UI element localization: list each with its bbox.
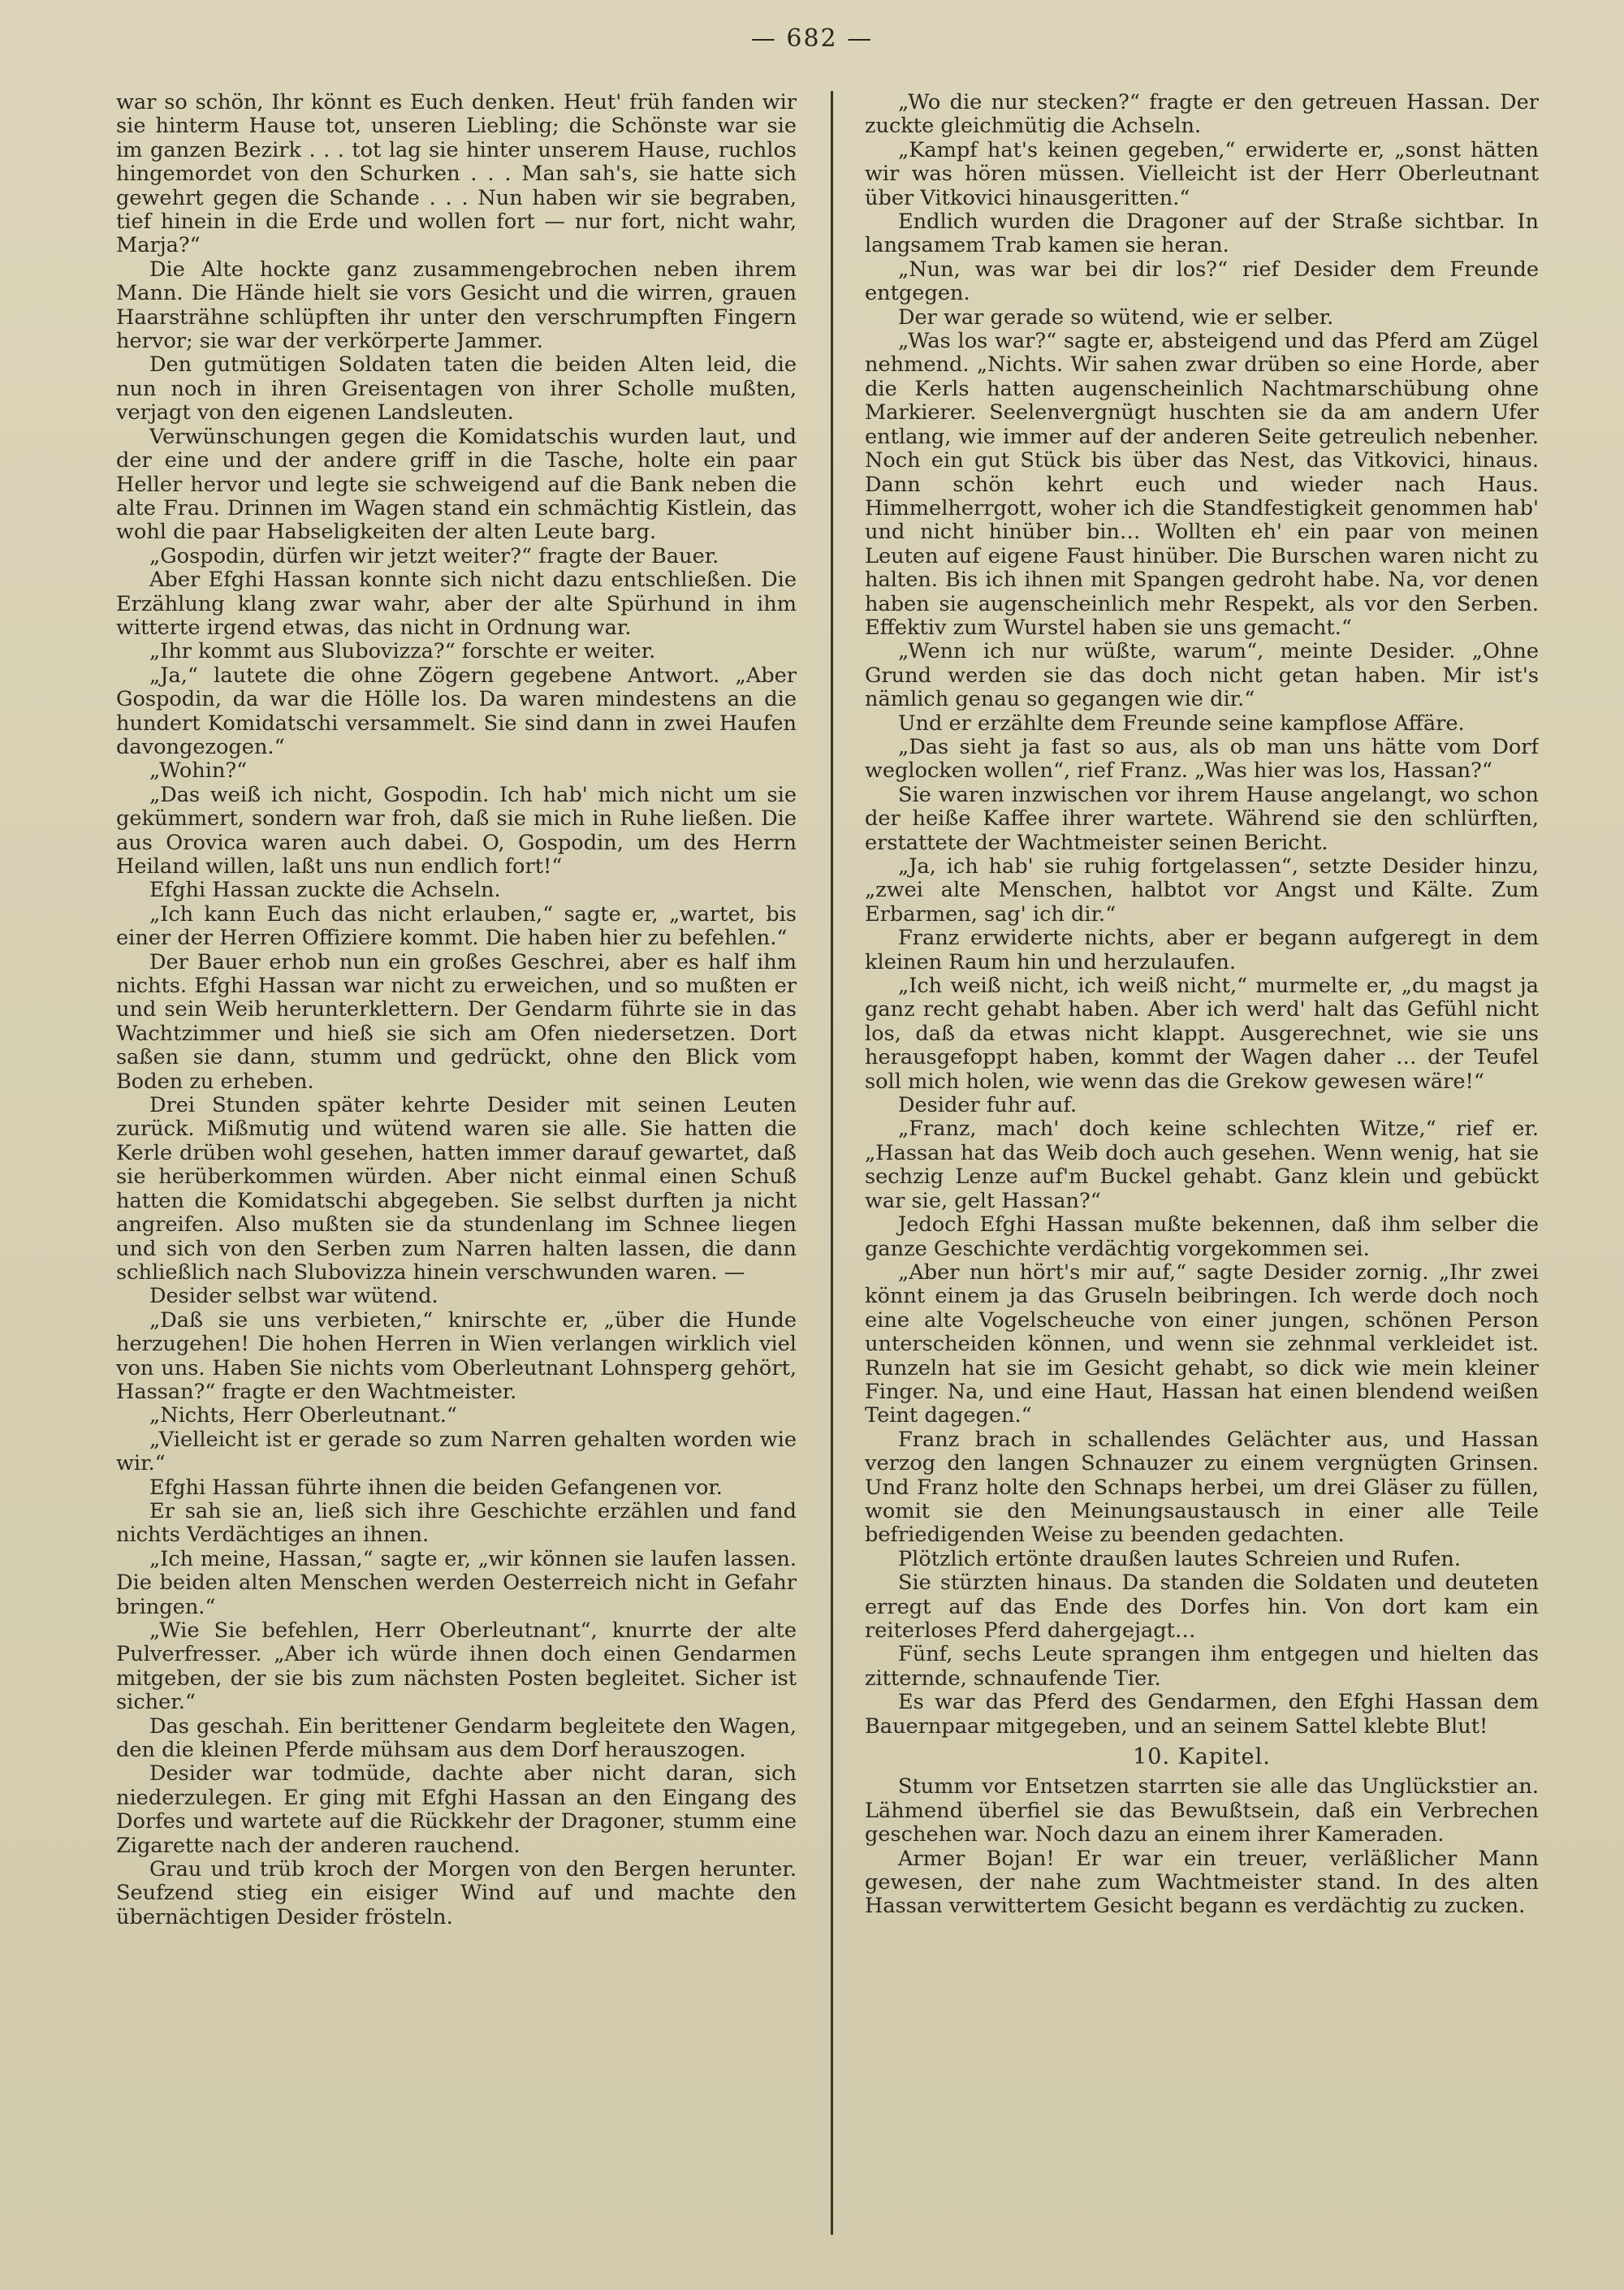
paragraph: Armer Bojan! Er war ein treuer, verläßlicher Mann gewesen, der nahe zum Wachtmeister stand. In des alten Hassan verwittertem Gesicht begann es verdächtig zu zucken.: [865, 1846, 1539, 1919]
paragraph: Stumm vor Entsetzen starrten sie alle das Unglückstier an. Lähmend überfiel sie das Bewußtsein, daß ein Verbrechen geschehen war. Noch dazu an einem ihrer Kameraden.: [865, 1774, 1539, 1847]
paragraph: „Aber nun hört's mir auf,“ sagte Desider zornig. „Ihr zwei könnt einem ja das Gruseln beibringen. Ich werde doch noch eine alte Vogelscheuche von einer jungen, schönen Person unterscheiden können, und wenn sie zehnmal verkleidet ist. Runzeln hat sie im Gesicht gehabt, so dick wie mein kleiner Finger. Na, und eine Haut, Hassan hat einen blendend weißen Teint dagegen.“: [865, 1260, 1539, 1428]
paragraph: „Wohin?“: [149, 758, 248, 784]
paragraph: „Nichts, Herr Oberleutnant.“: [149, 1403, 457, 1428]
paragraph: „Nun, was war bei dir los?“ rief Desider dem Freunde entgegen.: [865, 257, 1539, 306]
paragraph: Endlich wurden die Dragoner auf der Straße sichtbar. In langsamem Trab kamen sie heran.: [865, 210, 1539, 258]
paragraph: Plötzlich ertönte draußen lautes Schreien und Rufen.: [897, 1546, 1461, 1571]
left-column: [116, 91, 797, 2275]
paragraph: Desider fuhr auf.: [897, 1093, 1078, 1118]
paragraph: „Was los war?“ sagte er, absteigend und das Pferd am Zügel nehmend. „Nichts. Wir sahen zwar drüben so eine Horde, aber die Kerls hatten augenscheinlich Nachtmarschübung ohne Markierer. Seelenvergnügt huschten sie da am andern Ufer entlang, wie immer auf der anderen Seite getreulich nebenher. Noch ein gut Stück bis über das Nest, das Vitkovici, hinaus. Dann schön kehrt euch und wieder nach Haus. Himmelherrgott, woher ich die Standfestigkeit genommen hab' und nicht hinüber bin… Wollten eh' ein paar von meinen Leuten auf eigene Faust hinüber. Die Burschen waren nicht zu halten. Bis ich ihnen mit Spangen gedroht habe. Na, vor denen haben sie augenscheinlich mehr Respekt, als vor den Serben. Effektiv zum Wurstel haben sie uns gemacht.“: [865, 329, 1539, 640]
paragraph: Jedoch Efghi Hassan mußte bekennen, daß ihm selber die ganze Geschichte verdächtig vorgekommen sei.: [865, 1212, 1539, 1261]
paragraph: „Das weiß ich nicht, Gospodin. Ich hab' mich nicht um sie gekümmert, sondern war froh, daß sie mich in Ruhe ließen. Die aus Orovica waren auch dabei. O, Gospodin, um des Herrn Heiland willen, laßt uns nun endlich fort!“: [116, 782, 797, 879]
paragraph: Es war das Pferd des Gendarmen, den Efghi Hassan dem Bauernpaar mitgegeben, und an seinem Sattel klebte Blut!: [865, 1690, 1539, 1739]
paragraph: Efghi Hassan zuckte die Achseln.: [149, 878, 501, 903]
paragraph: „Gospodin, dürfen wir jetzt weiter?“ fragte der Bauer.: [149, 543, 719, 568]
paragraph: „Wo die nur stecken?“ fragte er den getreuen Hassan. Der zuckte gleichmütig die Achseln.: [865, 91, 1539, 139]
paragraph: Grau und trüb kroch der Morgen von den Bergen herunter. Seufzend stieg ein eisiger Wind auf und machte den übernächtigen Desider frösteln.: [116, 1857, 797, 1929]
paragraph: „Ihr kommt aus Slubovizza?“ forschte er weiter.: [149, 639, 656, 664]
paragraph: Efghi Hassan führte ihnen die beiden Gefangenen vor.: [149, 1475, 723, 1500]
paragraph: Die Alte hockte ganz zusammengebrochen neben ihrem Mann. Die Hände hielt sie vors Gesicht und die wirren, grauen Haarsträhne schlüpften ihr unter den verschrumpften Fingern hervor; sie war der verkörperte Jammer.: [116, 257, 797, 354]
paragraph: Desider selbst war wütend.: [149, 1284, 438, 1309]
chapter-heading: 10. Kapitel.: [1133, 1744, 1271, 1770]
paragraph: Und er erzählte dem Freunde seine kampflose Affäre.: [897, 711, 1465, 736]
paragraph: „Kampf hat's keinen gegeben,“ erwiderte er, „sonst hätten wir was hören müssen. Vielleicht ist der Herr Oberleutnant über Vitkovici hinausgeritten.“: [865, 137, 1539, 210]
paragraph: Das geschah. Ein berittener Gendarm begleitete den Wagen, den die kleinen Pferde mühsam aus dem Dorf herauszogen.: [116, 1713, 797, 1763]
paragraph: Desider war todmüde, dachte aber nicht daran, sich niederzulegen. Er ging mit Efghi Hassan an den Eingang des Dorfes und wartete auf die Rückkehr der Dragoner, stumm eine Zigarette nach der anderen rauchend.: [116, 1761, 797, 1858]
paragraph: „Franz, mach' doch keine schlechten Witze,“ rief er. „Hassan hat das Weib doch auch gesehen. Wenn wenig, hat sie sechzig Lenze auf'm Buckel gehabt. Ganz klein und gebückt war sie, gelt Hassan?“: [865, 1117, 1539, 1213]
paragraph: „Wenn ich nur wüßte, warum“, meinte Desider. „Ohne Grund werden sie das doch nicht getan haben. Mir ist's nämlich genau so gegangen wie dir.“: [865, 639, 1539, 712]
paragraph: Den gutmütigen Soldaten taten die beiden Alten leid, die nun noch in ihren Greisentagen von ihrer Scholle mußten, verjagt von den eigenen Landsleuten.: [116, 352, 797, 426]
paragraph: Sie stürzten hinaus. Da standen die Soldaten und deuteten erregt auf das Ende des Dorfes hin. Von dort kam ein reiterloses Pferd dahergejagt…: [865, 1571, 1539, 1643]
paragraph: „Ja,“ lautete die ohne Zögern gegebene Antwort. „Aber Gospodin, da war die Hölle los. Da waren mindestens an die hundert Komidatschi versammelt. Sie sind dann in zwei Haufen davongezogen.“: [116, 663, 797, 759]
paragraph: „Ich weiß nicht, ich weiß nicht,“ murmelte er, „du magst ja ganz recht gehabt haben. Aber ich werd' halt das Gefühl nicht los, daß da etwas nicht klappt. Ausgerechnet, wie sie uns herausgefoppt haben, kommt der Wagen daher … der Teufel soll mich holen, wie wenn das die Grekow gewesen wäre!“: [865, 974, 1539, 1094]
paragraph: „Wie Sie befehlen, Herr Oberleutnant“, knurrte der alte Pulverfresser. „Aber ich würde ihnen doch einen Gendarmen mitgeben, der sie bis zum nächsten Posten begleitet. Sicher ist sicher.“: [116, 1618, 797, 1715]
paragraph: Der Bauer erhob nun ein großes Geschrei, aber es half ihm nichts. Efghi Hassan war nicht zu erweichen, und so mußten er und sein Weib herunterklettern. Der Gendarm führte sie in das Wachtzimmer und hieß sie sich am Ofen niedersetzen. Dort saßen sie dann, stumm und gedrückt, ohne den Blick vom Boden zu erheben.: [116, 949, 797, 1094]
column-divider: [831, 91, 833, 2235]
paragraph: Er sah sie an, ließ sich ihre Geschichte erzählen und fand nichts Verdächtiges an ihnen.: [116, 1498, 797, 1548]
paragraph: Franz erwiderte nichts, aber er begann aufgeregt in dem kleinen Raum hin und herzulaufen.: [865, 926, 1539, 974]
paragraph: „Ich meine, Hassan,“ sagte er, „wir können sie laufen lassen. Die beiden alten Menschen werden Oesterreich nicht in Gefahr bringen.“: [116, 1546, 797, 1619]
paragraph: „Das sieht ja fast so aus, als ob man uns hätte vom Dorf weglocken wollen“, rief Franz. „Was hier was los, Hassan?“: [865, 734, 1539, 784]
paragraph: Verwünschungen gegen die Komidatschis wurden laut, und der eine und der andere griff in die Tasche, holte ein paar Heller hervor und legte sie schweigend auf die Bank neben die alte Frau. Drinnen im Wagen stand ein schmächtig Kistlein, das wohl die paar Habseligkeiten der alten Leute barg.: [116, 424, 797, 545]
right-column: [865, 91, 1539, 2275]
paragraph: Sie waren inzwischen vor ihrem Hause angelangt, wo schon der heiße Kaffee ihrer wartete. Während sie den schlürften, erstattete der Wachtmeister seinen Bericht.: [865, 782, 1539, 855]
paragraph: Fünf, sechs Leute sprangen ihm entgegen und hielten das zitternde, schnaufende Tier.: [865, 1642, 1539, 1691]
paragraph: „Vielleicht ist er gerade so zum Narren gehalten worden wie wir.“: [116, 1427, 797, 1476]
page-number: — 682 —: [750, 24, 874, 53]
paragraph: Franz brach in schallendes Gelächter aus, und Hassan verzog den langen Schnauzer zu einem vergnügten Grinsen. Und Franz holte den Schnaps herbei, um drei Gläser zu füllen, womit sie den Meinungsaustausch in einer alle Teile befriedigenden Weise zu beenden gedachten.: [865, 1427, 1539, 1548]
paragraph: war so schön, Ihr könnt es Euch denken. Heut' früh fanden wir sie hinterm Hause tot, unseren Liebling; die Schönste war sie im ganzen Bezirk . . . tot lag sie hinter unserem Hause, ruchlos hingemordet von den Schurken . . . Man sah's, sie hatte sich gewehrt gegen die Schande . . . Nun haben wir sie begraben, tief hinein in die Erde und wollen fort — nur fort, nicht wahr, Marja?“: [116, 91, 797, 258]
paragraph: „Daß sie uns verbieten,“ knirschte er, „über die Hunde herzugehen! Die hohen Herren in Wien verlangen wirklich viel von uns. Haben Sie nichts vom Oberleutnant Lohnsperg gehört, Hassan?“ fragte er den Wachtmeister.: [116, 1307, 797, 1404]
paragraph: Der war gerade so wütend, wie er selber.: [897, 305, 1334, 330]
paragraph: Drei Stunden später kehrte Desider mit seinen Leuten zurück. Mißmutig und wütend waren sie alle. Sie hatten die Kerle drüben wohl gesehen, hatten immer darauf gewartet, daß sie herüberkommen würden. Aber nicht einmal einen Schuß hatten die Komidatschi abgegeben. Sie selbst durften ja nicht angreifen. Also mußten sie da stundenlang im Schnee liegen und sich von den Serben zum Narren halten lassen, die dann schließlich nach Slubovizza hinein verschwunden waren. —: [116, 1093, 797, 1285]
paragraph: Aber Efghi Hassan konnte sich nicht dazu entschließen. Die Erzählung klang zwar wahr, aber der alte Spürhund in ihm witterte irgend etwas, das nicht in Ordnung war.: [116, 568, 797, 640]
paragraph: „Ich kann Euch das nicht erlauben,“ sagte er, „wartet, bis einer der Herren Offiziere kommt. Die haben hier zu befehlen.“: [116, 901, 797, 951]
paragraph: „Ja, ich hab' sie ruhig fortgelassen“, setzte Desider hinzu, „zwei alte Menschen, halbtot vor Angst und Kälte. Zum Erbarmen, sag' ich dir.“: [865, 854, 1539, 927]
